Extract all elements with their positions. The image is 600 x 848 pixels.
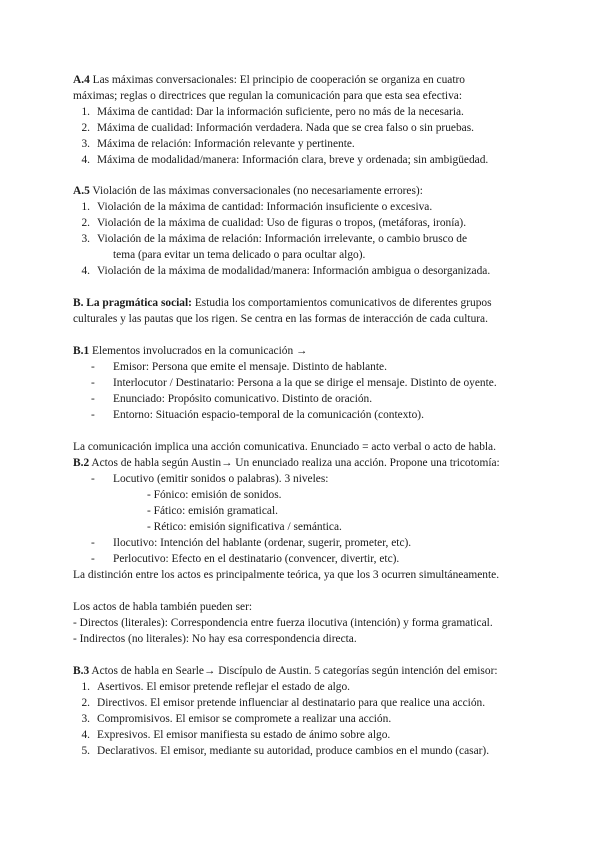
list-item: 1. Máxima de cantidad: Dar la información suficiente, pero no más de la necesaria. [81, 106, 464, 118]
b-label: B. La pragmática social: [73, 297, 192, 309]
list-item-continuation: tema (para evitar un tema delicado o para ocultar algo). [113, 249, 366, 261]
b1-line-1: B.1 Elementos involucrados en la comunicación → [73, 345, 308, 357]
b-line-2: culturales y las pautas que los rigen. Se centra en las formas de interacción de cada cultura. [73, 313, 488, 325]
a4-label: A.4 [73, 74, 90, 86]
section-a4 [73, 72, 543, 168]
b2-label: B.2 [73, 457, 90, 469]
list-item: 2. Directivos. El emisor pretende influenciar al destinatario para que realice una acción. [81, 697, 486, 709]
b2-closing: La distinción entre los actos es principalmente teórica, ya que los 3 ocurren simultáneamente. [73, 569, 500, 581]
b2-line-1: B.2 Actos de habla según Austin→ Un enunciado realiza una acción. Propone una tricotomía: [73, 457, 500, 469]
sub-item: - Fónico: emisión de sonidos. [147, 489, 282, 501]
section-a5 [73, 183, 543, 279]
section-b1 [73, 343, 543, 423]
list-item: 5. Declarativos. El emisor, mediante su autoridad, produce cambios en el mundo (casar). [81, 745, 490, 757]
a4-line-2: máximas; reglas o directrices que regulan la comunicación para que esta sea efectiva: [73, 90, 463, 102]
list-item: - Ilocutivo: Intención del hablante (ordenar, sugerir, prometer, etc). [91, 537, 412, 549]
section-b3 [73, 663, 543, 759]
list-item: - Interlocutor / Destinatario: Persona a la que se dirige el mensaje. Distinto de oyente. [91, 377, 497, 389]
section-b [73, 295, 543, 327]
b3-label: B.3 [73, 665, 90, 677]
a5-line-1: A.5 Violación de las máximas conversacionales (no necesariamente errores): [73, 185, 423, 197]
a4-line-1: A.4 Las máximas conversacionales: El principio de cooperación se organiza en cuatro [73, 74, 465, 86]
sub-item: - Rético: emisión significativa / semántica. [147, 521, 342, 533]
list-item: 2. Violación de la máxima de cualidad: Uso de figuras o tropos, (metáforas, ironía). [81, 217, 467, 229]
types-line-3: - Indirectos (no literales): No hay esa correspondencia directa. [73, 633, 357, 645]
list-item: 2. Máxima de cualidad: Información verdadera. Nada que se crea falso o sin pruebas. [81, 122, 474, 134]
b2-intro: La comunicación implica una acción comunicativa. Enunciado = acto verbal o acto de habla. [73, 441, 496, 453]
list-item: 3. Máxima de relación: Información relevante y pertinente. [81, 138, 355, 150]
b-line-1: B. La pragmática social: Estudia los comportamientos comunicativos de diferentes grupos [73, 297, 492, 309]
b1-label: B.1 [73, 345, 90, 357]
list-item: - Locutivo (emitir sonidos o palabras). 3 niveles: [91, 473, 329, 485]
list-item: 1. Violación de la máxima de cantidad: Información insuficiente o excesiva. [81, 201, 433, 213]
section-b2 [73, 439, 543, 583]
section-types [73, 599, 543, 647]
list-item: - Entorno: Situación espacio-temporal de la comunicación (contexto). [91, 409, 424, 421]
list-item: - Emisor: Persona que emite el mensaje. Distinto de hablante. [91, 361, 387, 373]
types-line-2: - Directos (literales): Correspondencia entre fuerza ilocutiva (intención) y forma gramatical. [73, 617, 493, 629]
list-item: 3. Compromisivos. El emisor se compromete a realizar una acción. [81, 713, 392, 725]
sub-item: - Fático: emisión gramatical. [147, 505, 278, 517]
list-item: 4. Violación de la máxima de modalidad/manera: Información ambigua o desorganizada. [81, 265, 491, 277]
list-item: - Enunciado: Propósito comunicativo. Distinto de oración. [91, 393, 373, 405]
list-item: 4. Máxima de modalidad/manera: Información clara, breve y ordenada; sin ambigüedad. [81, 154, 489, 166]
b3-line-1: B.3 Actos de habla en Searle→ Discípulo de Austin. 5 categorías según intención del emisor: [73, 665, 498, 677]
list-item: 3. Violación de la máxima de relación: Información irrelevante, o cambio brusco de [81, 233, 467, 245]
list-item: 4. Expresivos. El emisor manifiesta su estado de ánimo sobre algo. [81, 729, 391, 741]
list-item: - Perlocutivo: Efecto en el destinatario (convencer, divertir, etc). [91, 553, 400, 565]
list-item: 1. Asertivos. El emisor pretende reflejar el estado de algo. [81, 681, 351, 693]
a5-label: A.5 [73, 185, 90, 197]
types-line-1: Los actos de habla también pueden ser: [73, 601, 253, 613]
